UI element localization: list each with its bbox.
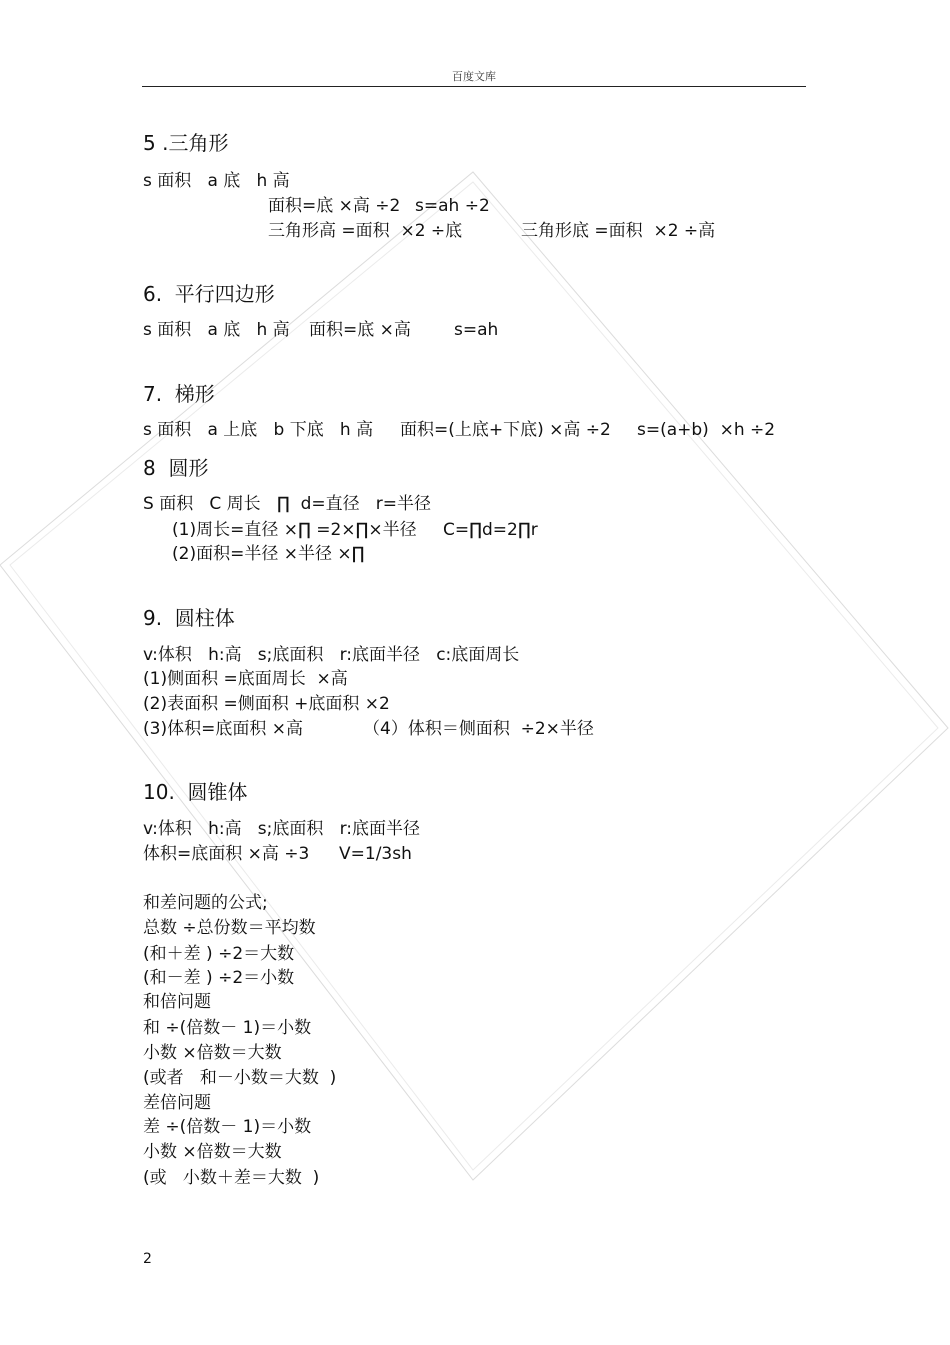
page-number: 2 (143, 1251, 152, 1267)
section-title-trapezoid: 7. 梯形 (143, 382, 215, 406)
circle-circumference-formula: (1)周长=直径 ×∏ =2×∏×半径 (172, 520, 417, 540)
cone-vars: v:体积 h:高 s;底面积 r:底面半径 (143, 819, 420, 839)
circle-vars: S 面积 C 周长 ∏ d=直径 r=半径 (143, 494, 432, 514)
header-rule (142, 86, 806, 87)
section-title-triangle: 5 .三角形 (143, 131, 229, 155)
page-header: 百度文库 (452, 70, 496, 83)
problem-line: (和－差 ) ÷2＝小数 (143, 968, 295, 988)
problem-line: 和 ÷(倍数－ 1)＝小数 (143, 1018, 312, 1038)
cylinder-volume: (3)体积=底面积 ×高 (143, 719, 303, 739)
cone-volume-symbolic: V=1/3sh (339, 844, 412, 864)
problems-heading: 和差问题的公式; (143, 893, 268, 913)
problem-line: 小数 ×倍数＝大数 (143, 1142, 282, 1162)
problem-line: 小数 ×倍数＝大数 (143, 1043, 282, 1063)
problem-line: 总数 ÷总份数＝平均数 (143, 918, 316, 938)
parallelogram-vars: s 面积 a 底 h 高 (143, 320, 290, 340)
problem-line: (或者 和－小数＝大数 ) (143, 1068, 337, 1088)
problem-line: (和＋差 ) ÷2＝大数 (143, 944, 295, 964)
trapezoid-vars: s 面积 a 上底 b 下底 h 高 (143, 420, 374, 440)
section-title-cylinder: 9. 圆柱体 (143, 606, 235, 630)
triangle-height-formula: 三角形高 =面积 ×2 ÷底 (268, 221, 463, 241)
cylinder-volume-alt: （4）体积＝侧面积 ÷2×半径 (363, 719, 594, 739)
parallelogram-area-formula: 面积=底 ×高 (309, 320, 411, 340)
problem-line: 差 ÷(倍数－ 1)＝小数 (143, 1117, 312, 1137)
cylinder-vars: v:体积 h:高 s;底面积 r:底面半径 c:底面周长 (143, 645, 520, 665)
section-title-cone: 10. 圆锥体 (143, 780, 248, 804)
cylinder-lateral-area: (1)侧面积 =底面周长 ×高 (143, 669, 348, 689)
cone-volume-formula: 体积=底面积 ×高 ÷3 (143, 844, 310, 864)
triangle-area-symbolic: s=ah ÷2 (415, 196, 490, 216)
circle-area-formula: (2)面积=半径 ×半径 ×∏ (172, 544, 365, 564)
section-title-parallelogram: 6. 平行四边形 (143, 282, 275, 306)
parallelogram-area-symbolic: s=ah (454, 320, 499, 340)
triangle-vars: s 面积 a 底 h 高 (143, 171, 290, 191)
trapezoid-area-formula: 面积=(上底+下底) ×高 ÷2 (400, 420, 611, 440)
problem-line: 差倍问题 (143, 1093, 211, 1113)
cylinder-surface-area: (2)表面积 =侧面积 +底面积 ×2 (143, 694, 390, 714)
section-title-circle: 8 圆形 (143, 456, 209, 480)
triangle-area-formula: 面积=底 ×高 ÷2 (268, 196, 401, 216)
trapezoid-area-symbolic: s=(a+b) ×h ÷2 (637, 420, 776, 440)
circle-circumference-symbolic: C=∏d=2∏r (443, 520, 538, 540)
problem-line: 和倍问题 (143, 992, 211, 1012)
triangle-base-formula: 三角形底 =面积 ×2 ÷高 (521, 221, 716, 241)
problem-line: (或 小数＋差＝大数 ) (143, 1168, 320, 1188)
